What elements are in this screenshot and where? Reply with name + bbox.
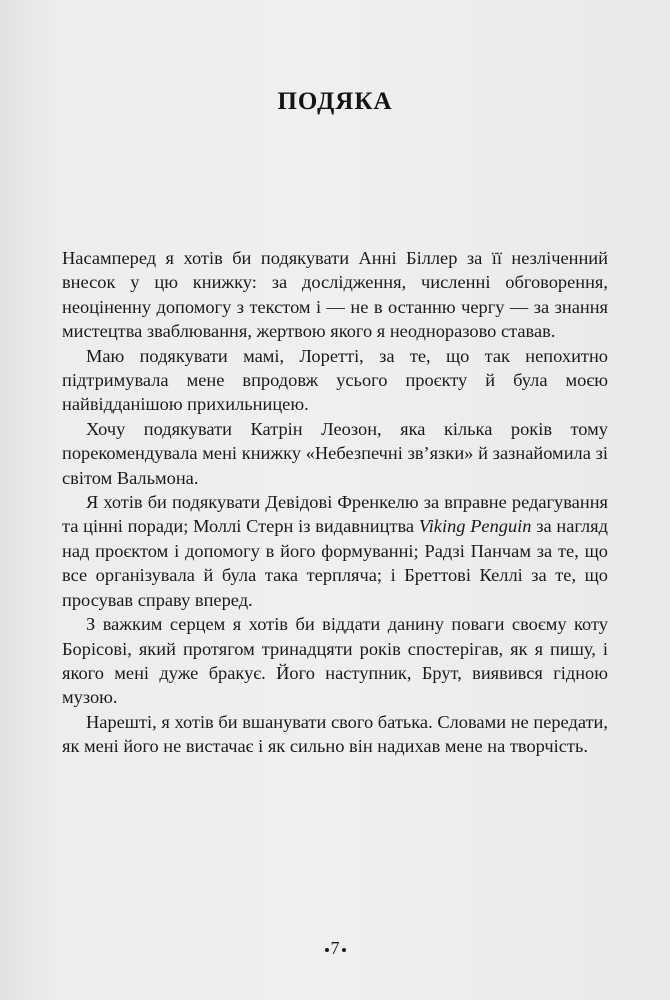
paragraph-editors-after: за нагляд над проєктом і допомогу в його формуванні; Радзі Панчам за те, що все організувала й була така терпляча; і Бреттові Келлі за те, що просував справу вперед. xyxy=(62,516,608,610)
page-number xyxy=(0,938,670,959)
paragraph-cat: З важким серцем я хотів би віддати данину поваги своєму коту Борісові, який протягом тринадцяти років спостерігав, як я пишу, і якого мені дуже бракує. Його наступник, Брут, виявився гідною музою. xyxy=(62,614,608,708)
paragraph-editors-before: Я хотів би подякувати Девідові Френкелю за вправне редагування та цінні поради; Моллі Стерн із видавництва xyxy=(62,492,608,537)
folio-dot-right xyxy=(342,948,346,952)
paragraph-mother: Маю подякувати мамі, Лоретті, за те, що так непохитно підтримувала мене впродовж усього проєкту й була моєю найвідданішою прихильницею. xyxy=(62,345,608,415)
paragraph-anna-biller: Насамперед я хотів би подякувати Анні Біллер за її незліченний внесок у цю книжку: за дослідження, численні обговорення, неоціненну допомогу з текстом і — не в останню чергу — за знання мистецтва зваблювання, жертвою якого я неодноразово ставав. xyxy=(62,248,608,342)
publisher-name: Viking Penguin xyxy=(418,516,532,537)
paragraph-father: Нарешті, я хотів би вшанувати свого батька. Словами не передати, як мені його не вистачає і як сильно він надихав мене на творчість. xyxy=(62,711,608,757)
paragraph-editors xyxy=(62,490,608,612)
page-number-value: 7 xyxy=(330,938,340,958)
paragraph-katrin-leozon: Хочу подякувати Катрін Леозон, яка кілька років тому порекомендувала мені книжку «Небезпечні зв’язки» й зазнайомила зі світом Вальмона. xyxy=(62,418,608,488)
page-title: ПОДЯКА xyxy=(277,88,393,115)
folio-dot-left xyxy=(325,948,329,952)
acknowledgements-text xyxy=(62,246,608,759)
